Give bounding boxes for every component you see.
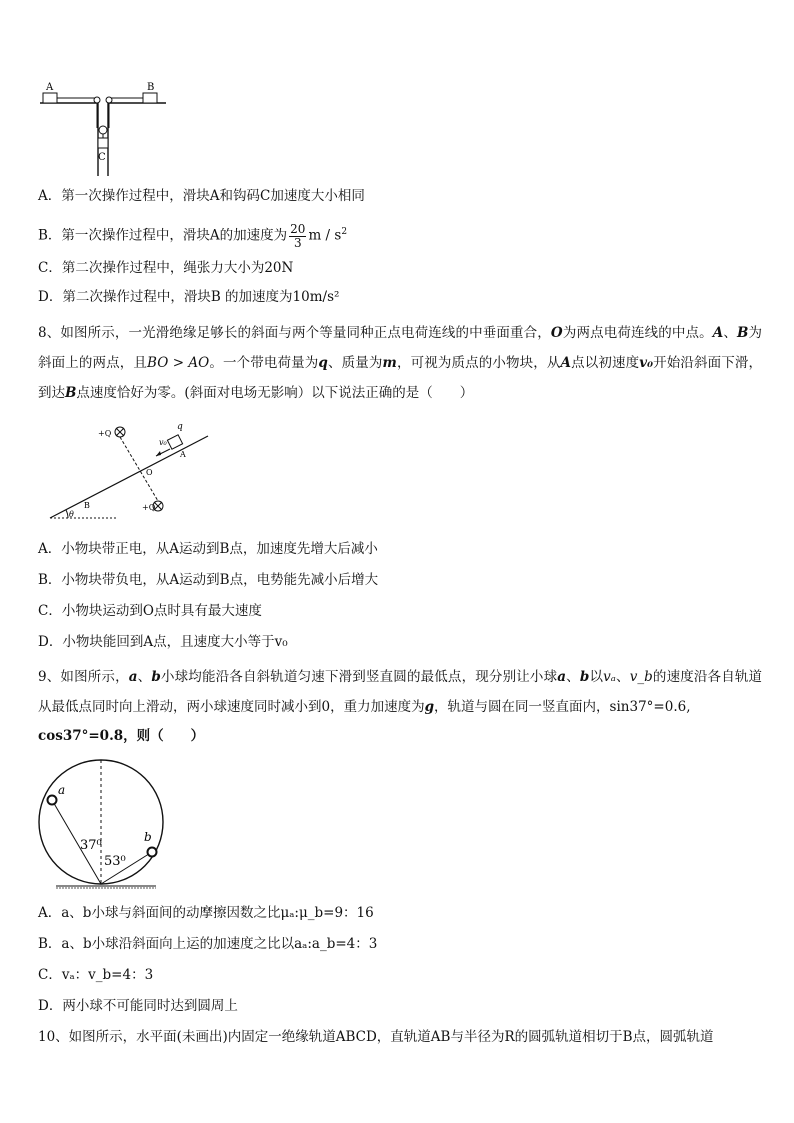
pulley-label-a: A	[46, 82, 54, 93]
fig8-plus-q-bottom: +Q	[142, 503, 156, 512]
fig8-b: B	[84, 501, 90, 510]
q9-option-b: B．a、b小球沿斜面向上运的加速度之比以aₐ:a_b=4：3	[38, 936, 378, 952]
q8-option-c: C．小物块运动到O点时具有最大速度	[38, 603, 262, 619]
q7-option-b: B．第一次操作过程中，滑块A的加速度为 $\frac{20}{3}$ m / $s^2$	[38, 221, 348, 250]
q8-option-b: B．小物块带负电，从A运动到B点，电势能先减小后增大	[38, 572, 379, 588]
circle-track-figure	[36, 752, 176, 892]
q9-option-c: C．vₐ：v_b=4：3	[38, 967, 154, 983]
q10-stem: 10、如图所示，水平面(未画出)内固定一绝缘轨道ABCD，直轨道AB与半径为R的圆弧轨道相切于B点，圆弧轨道	[38, 1029, 714, 1045]
fig9-label-b: b	[144, 830, 152, 844]
q7-option-a: A．第一次操作过程中，滑块A和钩码C加速度大小相同	[38, 188, 365, 204]
pulley-label-b: B	[147, 82, 155, 93]
fig8-q: q	[177, 422, 183, 432]
fraction: $\frac{20}{3}$	[290, 221, 306, 250]
pulley-label-c: C	[98, 152, 106, 163]
q7-option-c: C．第二次操作过程中，绳张力大小为20N	[38, 260, 294, 276]
q9-option-a: A．a、b小球与斜面间的动摩擦因数之比μₐ:μ_b=9：16	[38, 905, 374, 921]
fig8-a: A	[180, 450, 186, 459]
q8-stem: 8、如图所示，一光滑绝缘足够长的斜面与两个等量同种正点电荷连线的中垂面重合，O为两点电荷连线的中点。A、B为斜面上的两点，且BO > AO。一个带电荷量为q、质量为m，可视为质点的小物块，从A点以初速度v₀开始沿斜面下滑，到达B点速度恰好为零。(斜面对电场无影响）以下说法正确的是（ ）	[38, 325, 763, 401]
fig8-plus-q-top: +Q	[98, 429, 112, 438]
q9-stem: 9、如图所示，a、b小球均能沿各自斜轨道匀速下滑到竖直圆的最低点，现分别让小球a、b以vₐ、v_b的速度沿各自轨道从最低点同时向上滑动，两小球速度同时减小到0，重力加速度为g，轨道与圆在同一竖直面内，sin37°=0.6,	[38, 669, 763, 715]
fig9-angle-37: 37⁰	[80, 838, 102, 853]
q8-option-a: A．小物块带正电，从A运动到B点，加速度先增大后减小	[38, 541, 378, 557]
q8-option-d: D．小物块能回到A点，且速度大小等于v₀	[38, 634, 288, 650]
fig8-o: O	[146, 468, 153, 477]
q9-option-d: D．两小球不可能同时达到圆周上	[38, 998, 238, 1014]
fig9-angle-53: 53⁰	[104, 854, 126, 869]
fig9-label-a: a	[58, 783, 66, 797]
incline-charge-figure	[48, 418, 218, 528]
fig8-theta: θ	[69, 510, 74, 519]
fig8-v0: v₀	[159, 438, 167, 447]
q9-stem-last-line: cos37°=0.8，则（ ）	[38, 728, 205, 744]
pulley-figure	[34, 78, 174, 178]
q7-option-d: D．第二次操作过程中，滑块B 的加速度为10m/s²	[38, 289, 340, 305]
